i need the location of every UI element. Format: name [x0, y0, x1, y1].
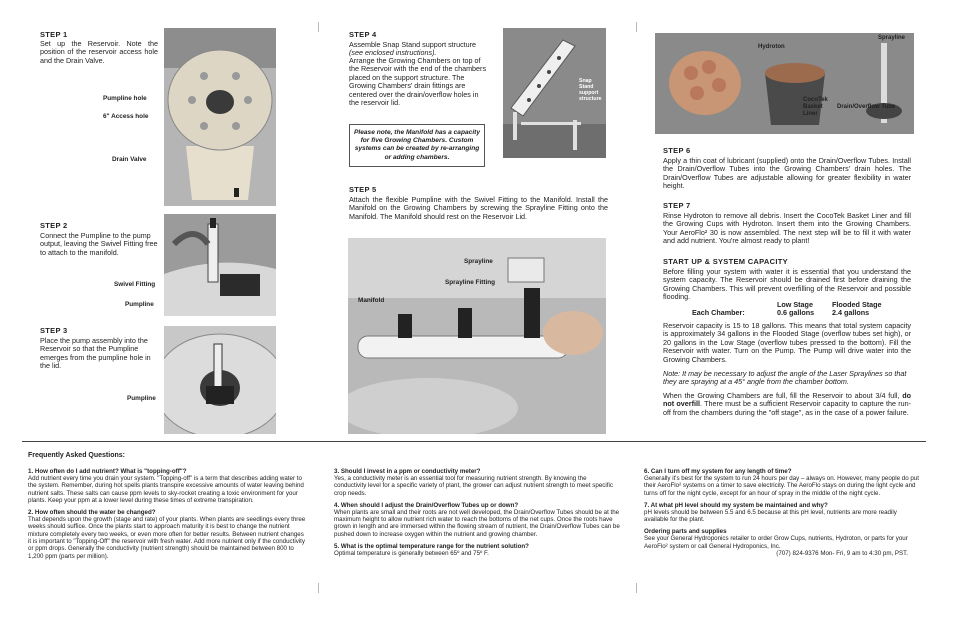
step7-text: Rinse Hydroton to remove all debris. Insert the CocoTek Basket Liner and fill the Growing Cups with Hydroton. Insert them into the Growing Chambers. Your AeroFlo² 30 is now assembled. The next step will be to fill it with water and add nutrient. You're almost ready to plant! [663, 211, 911, 246]
manifold-capacity-note: Please note, the Manifold has a capacity for five Growing Chambers. Custom systems can be created by re-arranging or adding chambers. [349, 124, 485, 167]
step5-heading: STEP 5 [349, 185, 377, 194]
manifold-photo [348, 238, 606, 434]
pumpline-hole-label: Pumpline hole [103, 95, 147, 102]
snap-stand-photo [503, 28, 606, 158]
manifold-label: Manifold [358, 297, 385, 304]
step1-heading: STEP 1 [40, 30, 68, 39]
step4-text: Arrange the Growing Chambers on top of the Reservoir with the end of the chambers placed on the support structure. The Growing Chambers' drain fittings are centered over the drain/overflow holes in the reservoir lid. [349, 56, 487, 108]
step7-heading: STEP 7 [663, 201, 691, 210]
ordering-text: See your General Hydroponics retailer to order Grow Cups, nutrients, Hydroton, or parts for your AeroFlo² system or call General Hydroponics, Inc. [644, 535, 908, 550]
step6-heading: STEP 6 [663, 146, 691, 155]
snap-stand-label: Snap Stand support structure [579, 78, 602, 102]
sprayline-label-photo: Sprayline [878, 35, 906, 41]
pump-photo [164, 214, 276, 316]
each-chamber-label: Each Chamber: [692, 308, 745, 317]
sprayline-angle-note: Note: It may be necessary to adjust the angle of the Laser Spraylines so that they are spraying at a 45° angle from the chamber bottom. [663, 369, 907, 387]
crop-mark [636, 22, 637, 32]
faq-question: 3. Should I invest in a ppm or conductivity meter? [334, 468, 481, 475]
step2-heading: STEP 2 [40, 221, 68, 230]
faq-question: 4. When should I adjust the Drain/Overflow Tubes up or down? [334, 501, 519, 509]
startup-intro: Before filling your system with water it is essential that you understand the system capacity. The Reservoir should be drained first before draining the Growing Chambers. This will prevent overfilling of the Reservoir and possible flooding. [663, 267, 911, 302]
pump-in-reservoir-photo [164, 326, 276, 434]
capacity-text: Reservoir capacity is 15 to 18 gallons. This means that total system capacity is approximately 34 gallons in the Flooded Stage (overflow tubes set high), or 20 gallons in the Low Stage (overflow tubes pressed to the bottom). Fill the Reservoir with water. Turn on the Pump. The Pump will drive water into the Growing Chambers. [663, 321, 911, 364]
access-hole-label: 6" Access hole [103, 113, 149, 120]
flooded-stage-header: Flooded Stage [832, 300, 882, 309]
step3-heading: STEP 3 [40, 326, 68, 335]
step4-line2: (see enclosed instructions). [349, 48, 437, 57]
faq-answer: That depends upon the growth (stage and rate) of your plants. When plants are seedlings every three weeks should suffice. Once the plants start to approach maturity it is best to change the nutrient mixture completely every two weeks, or even more often for better results. Between nutrient changes it is important to "Topping-Off" the reservoir with fresh water. Add more nutrient only if the conductivity or ppm drops. Generally the conductivity (nutrient strength) should be maintained between 800 to 1,200 ppm (parts per million). [28, 516, 306, 560]
faq-divider [22, 441, 926, 442]
do-not-overfill: do not overfill [663, 391, 911, 409]
step2-text: Connect the Pumpline to the pump output, leaving the Swivel Fitting free to attach to the manifold. [40, 231, 158, 257]
crop-mark [318, 583, 319, 593]
faq-answer: Add nutrient every time you drain your system. "Topping-off" is a term that describes adding water to the system. Remember, during hot spells plants transpire excessive amounts of water leaving behind nutrient salts. These salts can cause ppm levels to sky-rocket creating a toxic environment for your plants. Keep your ppm at a lower level during these times of extreme transpiration. [28, 475, 304, 504]
phone-hours: (707) 824-9376 Mon- Fri, 9 am to 4:30 pm, PST. [776, 550, 908, 558]
faq-answer: Optimal temperature is generally between 65º and 75º F. [334, 550, 489, 558]
faq-answer: Generally it's best for the system to run 24 hours per day – always on. However, many people do put their AeroFlo² systems on a timer to save electricity. The AeroFlo stays on during the light cycle and turns off for the night cycle, except for an hour of spray in the middle of the night cycle. [644, 475, 919, 497]
faq-question: 2. How often should the water be changed? [28, 509, 156, 517]
faq-answer: When plants are small and their roots are not well developed, the Drain/Overflow Tubes should be at the maximum height to allow nutrient rich water to reach the bottoms of the net cups. Once the roots have grown in length and are immersed within the flowing stream of nutrient, the Drain/Overflow Tubes can be pushed down to increase oxygen within the nutrient and growing chamber. [334, 508, 620, 538]
step4-line1: Assemble Snap Stand support structure [349, 40, 477, 49]
step1-text: Set up the Reservoir. Note the position of the reservoir access hole and the Drain Valve. [40, 39, 158, 65]
sprayline-label-step5: Sprayline [464, 258, 493, 265]
faq-column-1 [28, 468, 306, 560]
faq-question: 5. What is the optimal temperature range for the nutrient solution? [334, 543, 529, 551]
faq-question: 7. At what pH level should my system be maintained and why? [644, 501, 828, 509]
faq-question: 6. Can I turn off my system for any length of time? [644, 468, 792, 475]
startup-heading: START UP & SYSTEM CAPACITY [663, 257, 788, 266]
faq-column-2 [334, 468, 620, 557]
crop-mark [636, 583, 637, 593]
low-stage-header: Low Stage [777, 300, 813, 309]
swivel-fitting-label: Swivel Fitting [114, 281, 156, 288]
pumpline-label-step2: Pumpline [125, 301, 154, 308]
cocotek-label: CocoTek Basket Liner [803, 97, 828, 117]
drain-overflow-label: Drain/Overflow Tube [837, 104, 896, 110]
faq-question: 1. How often do I add nutrient? What is "topping-off"? [28, 468, 187, 475]
faq-column-3 [644, 468, 922, 557]
step5-text: Attach the flexible Pumpline with the Swivel Fitting to the Manifold. Install the Manifold on the Growing Chambers by screwing the Sprayline Fitting onto the Manifold. The Manifold should rest on the Reservoir Lid. [349, 195, 608, 221]
pumpline-label-step3: Pumpline [127, 395, 156, 402]
step6-text: Apply a thin coat of lubricant (supplied) onto the Drain/Overflow Tubes. Install the Drain/Overflow Tubes into the Growing Chambers' drain holes. The Drain/Overflow Tubes are adjustable allowing for greater flexibility in water height. [663, 156, 911, 191]
faq-answer: Yes, a conductivity meter is an essential tool for measuring nutrient strength. By knowing the conductivity level for a specific variety of plant, the grower can adjust nutrient strength to meet specific crop needs. [334, 475, 613, 497]
fill-reservoir-text: When the Growing Chambers are full, fill the Reservoir to about 3/4 full, do not overfill. There must be a sufficient Reservoir capacity to capture the run-off from the chambers during the "off stage", as in the case of a power failure. [663, 391, 911, 417]
step4-heading: STEP 4 [349, 30, 377, 39]
drain-valve-label: Drain Valve [112, 156, 147, 163]
crop-mark [318, 22, 319, 32]
hydroton-label: Hydroton [758, 44, 785, 50]
ordering-heading: Ordering parts and supplies [644, 528, 727, 536]
sprayline-fitting-label: Sprayline Fitting [445, 279, 496, 286]
flooded-stage-value: 2.4 gallons [832, 308, 870, 317]
low-stage-value: 0.6 gallons [777, 308, 815, 317]
reservoir-photo [164, 28, 276, 206]
step3-text: Place the pump assembly into the Reservoir so that the Pumpline emerges from the pumpline hole in the lid. [40, 336, 151, 371]
faq-title: Frequently Asked Questions: [28, 452, 125, 459]
faq-answer: pH levels should be between 5.5 and 6.5 because at this pH level, nutrients are more readily available for the plant. [644, 508, 897, 524]
